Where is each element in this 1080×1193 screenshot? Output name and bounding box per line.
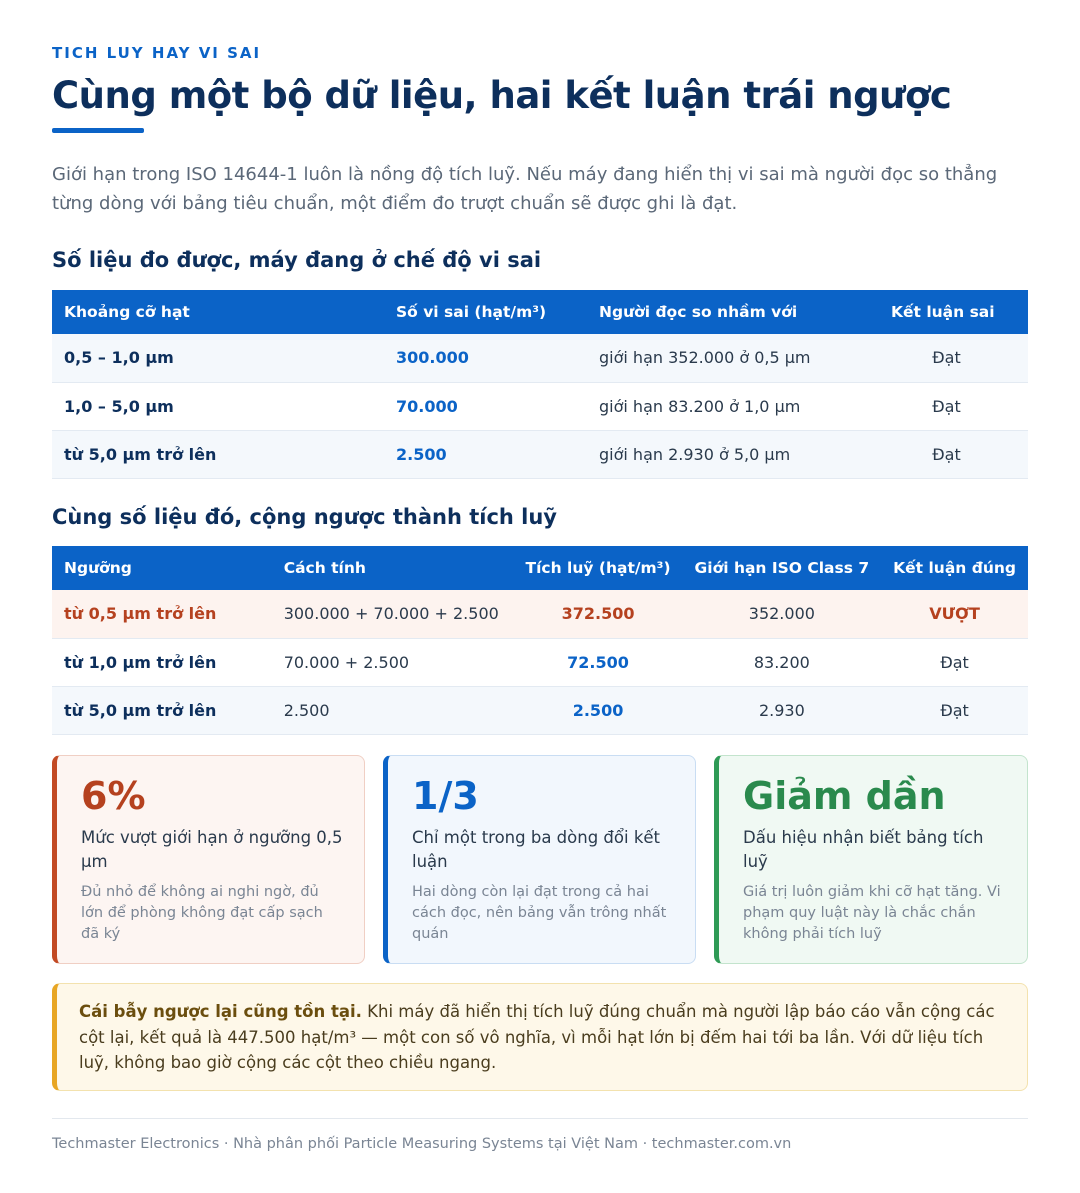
stat-cards: [52, 755, 1028, 964]
page-title: Cùng một bộ dữ liệu, hai kết luận trái ngược: [52, 74, 952, 117]
verdict-cell: Đạt: [847, 430, 1028, 478]
stat-lead: Chỉ một trong ba dòng đổi kết luận: [412, 828, 660, 871]
col-header: Số vi sai (hạt/m³): [396, 303, 547, 321]
section2-heading: Cùng số liệu đó, cộng ngược thành tích luỹ: [52, 505, 557, 529]
calc-cell: 70.000 + 2.500: [272, 638, 514, 686]
compare-cell: giới hạn 2.930 ở 5,0 µm: [587, 430, 847, 478]
col-header: Cách tính: [283, 559, 366, 577]
size-range-cell: 1,0 – 5,0 µm: [52, 382, 384, 430]
intro-paragraph: Giới hạn trong ISO 14644-1 luôn là nồng độ tích luỹ. Nếu máy đang hiển thị vi sai mà người đọc so thẳng từng dòng với bảng tiêu chuẩn, một điểm đo trượt chuẩn sẽ được ghi là đạt.: [52, 164, 998, 214]
table-header-row: [52, 290, 1028, 334]
verdict-cell: Đạt: [847, 382, 1028, 430]
differential-value-cell: 70.000: [384, 382, 587, 430]
table-row: [52, 638, 1028, 686]
stat-note: Đủ nhỏ để không ai nghi ngờ, đủ lớn để phòng không đạt cấp sạch đã ký: [81, 884, 323, 942]
stat-card-decreasing: [714, 755, 1028, 964]
limit-cell: 2.930: [683, 686, 882, 734]
calc-cell: 300.000 + 70.000 + 2.500: [272, 590, 514, 638]
col-header: Tích luỹ (hạt/m³): [525, 559, 671, 577]
table-row: [52, 334, 1028, 382]
stat-big-value: 1/3: [412, 774, 479, 818]
cumulative-value-cell: 2.500: [514, 686, 683, 734]
stat-card-one-third: [383, 755, 696, 964]
footer-text: Techmaster Electronics · Nhà phân phối Particle Measuring Systems tại Việt Nam · techmaster.com.vn: [52, 1136, 792, 1152]
size-range-cell: 0,5 – 1,0 µm: [52, 334, 384, 382]
stat-note: Giá trị luôn giảm khi cỡ hạt tăng. Vi phạm quy luật này là chắc chắn không phải tích luỹ: [743, 884, 1001, 942]
table-row: [52, 430, 1028, 478]
compare-cell: giới hạn 83.200 ở 1,0 µm: [587, 382, 847, 430]
limit-cell: 83.200: [683, 638, 882, 686]
stat-big-value: 6%: [81, 774, 146, 818]
differential-table: [52, 290, 1028, 479]
col-header: Người đọc so nhầm với: [599, 303, 798, 321]
compare-cell: giới hạn 352.000 ở 0,5 µm: [587, 334, 847, 382]
verdict-cell: Đạt: [881, 686, 1028, 734]
stat-note: Hai dòng còn lại đạt trong cả hai cách đọc, nên bảng vẫn trông nhất quán: [412, 884, 667, 942]
eyebrow-label: TICH LUY HAY VI SAI: [52, 44, 262, 62]
table-row-alert: [52, 590, 1028, 638]
stat-lead: Dấu hiệu nhận biết bảng tích luỹ: [743, 828, 984, 871]
verdict-cell: VƯỢT: [881, 590, 1028, 638]
differential-value-cell: 2.500: [384, 430, 587, 478]
col-header: Khoảng cỡ hạt: [64, 303, 190, 321]
verdict-cell: Đạt: [847, 334, 1028, 382]
title-underline: [52, 128, 144, 133]
differential-value-cell: 300.000: [384, 334, 587, 382]
threshold-cell: từ 0,5 µm trở lên: [52, 590, 272, 638]
calc-cell: 2.500: [272, 686, 514, 734]
stat-lead: Mức vượt giới hạn ở ngưỡng 0,5 µm: [81, 828, 343, 871]
table-row: [52, 686, 1028, 734]
table-row: [52, 382, 1028, 430]
limit-cell: 352.000: [683, 590, 882, 638]
stat-big-value: Giảm dần: [743, 774, 946, 818]
col-header: Ngưỡng: [64, 559, 132, 577]
footer-divider: [52, 1118, 1028, 1119]
threshold-cell: từ 5,0 µm trở lên: [52, 686, 272, 734]
stat-card-exceed: [52, 755, 365, 964]
section1-heading: Số liệu đo được, máy đang ở chế độ vi sai: [52, 248, 542, 272]
threshold-cell: từ 1,0 µm trở lên: [52, 638, 272, 686]
table-header-row: [52, 546, 1028, 590]
col-header: Kết luận đúng: [893, 559, 1016, 577]
cumulative-value-cell: 372.500: [514, 590, 683, 638]
col-header: Giới hạn ISO Class 7: [694, 559, 870, 577]
callout-bold-lead: Cái bẫy ngược lại cũng tồn tại.: [79, 1002, 362, 1021]
cumulative-value-cell: 72.500: [514, 638, 683, 686]
callout-text: Khi máy đã hiển thị tích luỹ đúng chuẩn mà người lập báo cáo vẫn cộng các cột lại, kết quả là 447.500 hạt/m³ — một con số vô nghĩa, vì mỗi hạt lớn bị đếm hai tới ba lần. Với dữ liệu tích luỹ, không bao giờ cộng các cột theo chiều ngang.: [79, 1002, 995, 1072]
verdict-cell: Đạt: [881, 638, 1028, 686]
col-header: Kết luận sai: [891, 303, 995, 321]
cumulative-table: [52, 546, 1028, 735]
warning-callout: [52, 983, 1028, 1091]
size-range-cell: từ 5,0 µm trở lên: [52, 430, 384, 478]
